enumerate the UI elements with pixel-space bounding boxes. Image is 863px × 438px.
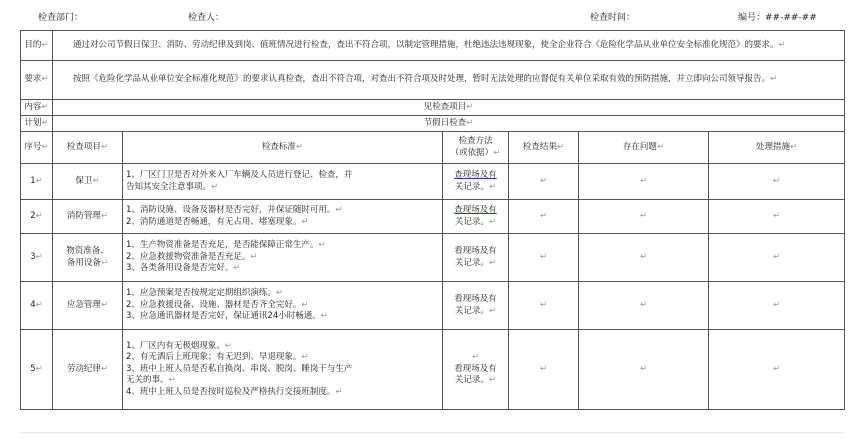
purpose-row	[21, 31, 845, 61]
column-header-row	[21, 132, 845, 164]
purpose-text: 通过对公司节假日保卫、消防、劳动纪律及到岗、值班情况进行检查，查出不符合项，以制定管理措施，杜绝违法违规现象，使全企业符合《危险化学品从业单位安全标准化规范》的要求。↵	[53, 31, 845, 61]
plan-row	[21, 116, 845, 132]
plan-label-cell: 计划↵	[21, 116, 53, 132]
dept-label: 检查部门：	[38, 13, 84, 23]
content-value-cell: 见检查项目↵	[53, 100, 845, 116]
row-item: 物资准备、 备用设备↵	[53, 234, 123, 282]
row-issue[interactable]: ↵	[579, 200, 709, 234]
row-standard: 1、厂区门卫是否对外来入厂车辆及人员进行登记、检查，并 告知其安全注意事项。↵	[123, 164, 443, 200]
row-action[interactable]: ↵	[709, 164, 845, 200]
inspector-label: 检查人：	[188, 13, 225, 23]
content-label-cell: 内容↵	[21, 100, 53, 116]
plan-value-cell: 节假日检查↵	[53, 116, 845, 132]
row-number: 5↵	[21, 330, 53, 410]
table-row	[21, 164, 845, 200]
row-action[interactable]: ↵	[709, 330, 845, 410]
row-issue[interactable]: ↵	[579, 164, 709, 200]
row-item: 劳动纪律↵	[53, 330, 123, 410]
content-row	[21, 100, 845, 116]
col-header-seq: 序号↵	[21, 132, 53, 164]
row-standard: 1、厂区内有无极烟现象。↵ 2、有无酒后上班现象；有无迟到、早退现象。↵ 3、班中上班人员是否私自换岗、串岗、脱岗、睡岗干与生产 无关的事。↵ 4、班中上班人员是否按时巡检及严格执行交接班制度。↵	[123, 330, 443, 410]
table-row	[21, 282, 845, 330]
row-method: 查现场及有 关记录。↵	[443, 200, 509, 234]
row-result[interactable]: ↵	[509, 282, 579, 330]
row-standard: 1、应急预案是否按规定定期组织演练。↵ 2、应急救援设备、设施、器材是否齐全完好。↵ 3、应急通讯器材是否完好，保证通讯24小时畅通。↵	[123, 282, 443, 330]
row-result[interactable]: ↵	[509, 234, 579, 282]
table-row	[21, 234, 845, 282]
number-field	[738, 12, 817, 24]
col-header-standard: 检查标准↵	[123, 132, 443, 164]
col-header-action: 处理措施↵	[709, 132, 845, 164]
row-result[interactable]: ↵	[509, 164, 579, 200]
col-header-issue: 存在问题↵	[579, 132, 709, 164]
row-result[interactable]: ↵	[509, 330, 579, 410]
row-action[interactable]: ↵	[709, 282, 845, 330]
row-item: 保卫↵	[53, 164, 123, 200]
row-issue[interactable]: ↵	[579, 282, 709, 330]
row-standard: 1、消防设施、设备及器材是否完好，并保证随时可用。↵ 2、消防通道是否畅通，有无占用、堵塞现象。↵	[123, 200, 443, 234]
row-method: 看现场及有 关记录。↵	[443, 234, 509, 282]
form-header	[0, 8, 863, 24]
number-value: ##-##-##	[765, 13, 817, 23]
row-action[interactable]: ↵	[709, 200, 845, 234]
bottom-divider	[20, 432, 844, 433]
row-method: ↵ 看现场及有 关记录。↵	[443, 330, 509, 410]
row-number: 1↵	[21, 164, 53, 200]
time-label: 检查时间：	[590, 13, 636, 23]
purpose-label-cell: 目的↵	[21, 31, 53, 61]
row-item: 消防管理↵	[53, 200, 123, 234]
col-header-item: 检查项目↵	[53, 132, 123, 164]
row-standard: 1、生产物资准备是否充足，是否能保障正常生产。↵ 2、应急救援物资准备是否充足。↵ 3、各类备用设备是否完好。↵	[123, 234, 443, 282]
row-item: 应急管理↵	[53, 282, 123, 330]
number-label: 编号：	[738, 13, 766, 23]
requirement-label-cell: 要求↵	[21, 61, 53, 100]
table-row	[21, 330, 845, 410]
row-issue[interactable]: ↵	[579, 330, 709, 410]
row-number: 4↵	[21, 282, 53, 330]
col-header-result: 检查结果↵	[509, 132, 579, 164]
requirement-text: 按照《危险化学品从业单位安全标准化规范》的要求认真检查，查出不符合项，对查出不符合项及时处理，暂时无法处理的应督促有关单位采取有效的预防措施，并立即向公司领导报告。↵	[53, 61, 845, 100]
col-header-method: 检查方法 （或依据）↵	[443, 132, 509, 164]
row-number: 3↵	[21, 234, 53, 282]
row-action[interactable]: ↵	[709, 234, 845, 282]
row-method: 查现场及有 关记录。↵	[443, 164, 509, 200]
row-number: 2↵	[21, 200, 53, 234]
table-row	[21, 200, 845, 234]
row-result[interactable]: ↵	[509, 200, 579, 234]
inspection-table	[20, 30, 845, 410]
row-method: 看现场及有 关记录。↵	[443, 282, 509, 330]
requirement-row	[21, 61, 845, 100]
row-issue[interactable]: ↵	[579, 234, 709, 282]
